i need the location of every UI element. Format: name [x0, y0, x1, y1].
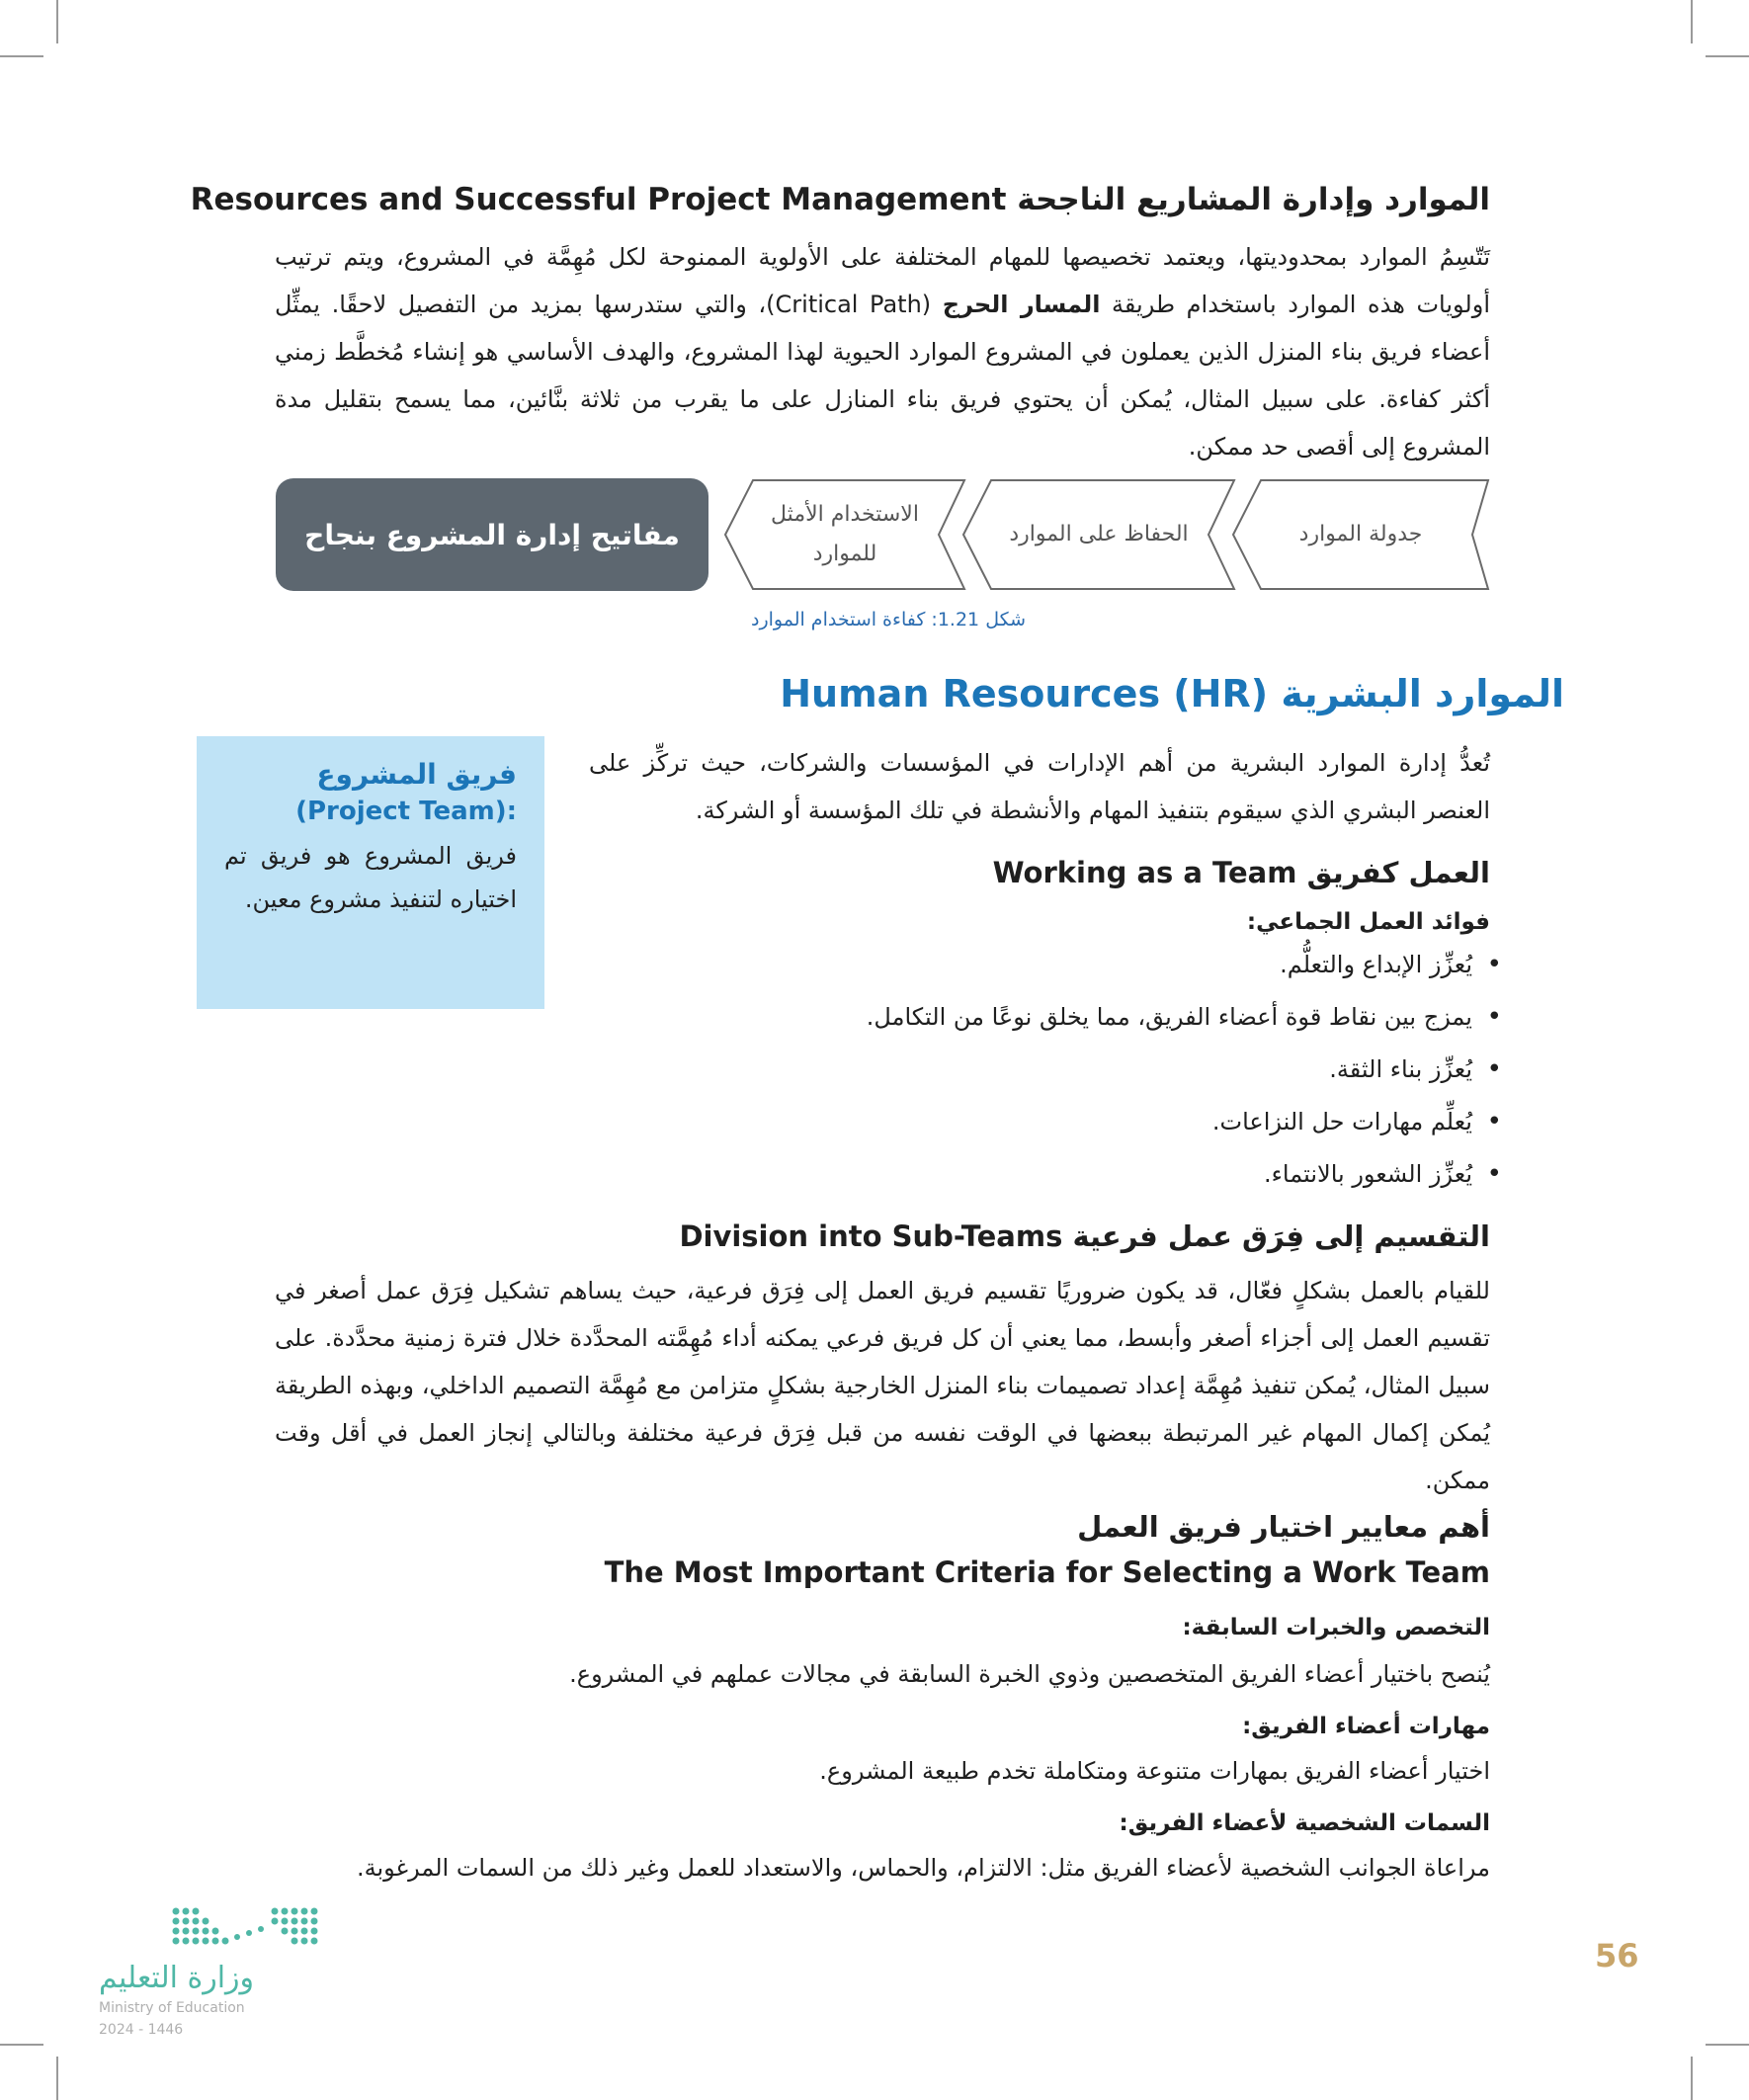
edition-year: 2024 - 1446	[99, 2022, 184, 2038]
crop-mark	[0, 2044, 43, 2046]
para-en-term: (Critical Path)	[766, 291, 932, 318]
list-item: • يُعزِّز بناء الثقة.	[867, 1044, 1502, 1096]
benefits-title: فوائد العمل الجماعي:	[1246, 909, 1490, 935]
heading-en: Division into Sub-Teams	[679, 1219, 1063, 1253]
list-item: • يُعلِّم مهارات حل النزاعات.	[867, 1096, 1502, 1148]
hr-heading	[780, 672, 1564, 715]
diagram-step-label: الاستخدام الأمثل للموارد	[771, 502, 919, 566]
list-item: • يُعزِّز الشعور بالانتماء.	[867, 1148, 1502, 1201]
diagram-step-label: جدولة الموارد	[1298, 522, 1423, 546]
ministry-name-en: Ministry of Education	[99, 2000, 245, 2016]
criteria-item-text: يُنصح باختيار أعضاء الفريق المتخصصين وذوي الخبرة السابقة في مجالات عملهم في المشروع.	[569, 1660, 1490, 1688]
heading-en: Resources and Successful Project Management	[190, 182, 1007, 217]
para-text: تَتّسِمُ الموارد بمحدوديتها، ويعتمد تخصيصها للمهام المختلفة على الأولوية الممنوحة لكل مُهِمَّة في المشروع، ويتم ترتيب أولويات هذه الموارد باستخدام طريقة	[275, 243, 1491, 318]
heading-ar: الموارد وإدارة المشاريع الناجحة	[1017, 182, 1490, 217]
section-heading-resources	[191, 182, 1490, 217]
sidebar-title-en	[224, 797, 517, 826]
page-number: 56	[1595, 1937, 1639, 1974]
crop-mark	[1691, 0, 1693, 43]
heading-en: Human Resources (HR)	[780, 672, 1269, 715]
ministry-logo-icon	[168, 1901, 326, 1953]
list-item: • يمزج بين نقاط قوة أعضاء الفريق، مما يخلق نوعًا من التكامل.	[867, 991, 1502, 1044]
crop-mark	[1706, 2044, 1749, 2046]
heading-ar: الموارد البشرية	[1281, 672, 1564, 715]
criteria-heading-ar: أهم معايير اختيار فريق العمل	[1077, 1510, 1490, 1544]
crop-mark	[56, 2057, 58, 2100]
diagram-goal-box: مفاتيح إدارة المشروع بنجاح	[276, 478, 708, 591]
heading-ar: العمل كفريق	[1306, 856, 1490, 889]
division-heading	[679, 1219, 1490, 1253]
resources-paragraph	[275, 233, 1490, 470]
heading-en: Working as a Team	[992, 856, 1297, 889]
sidebar-en-term: (Project Team):	[295, 797, 517, 826]
crop-mark	[1706, 55, 1749, 57]
para-bold-term: المسار الحرج	[942, 291, 1101, 318]
figure-caption: شكل 1.21: كفاءة استخدام الموارد	[750, 609, 1026, 630]
diagram-step-maintain	[961, 478, 1236, 591]
heading-en: The Most Important Criteria for Selecting a Work Team	[604, 1555, 1490, 1589]
criteria-heading-en	[605, 1555, 1490, 1589]
project-team-sidebar	[197, 736, 544, 1009]
ministry-name-ar: وزارة التعليم	[99, 1961, 255, 1995]
division-paragraph: للقيام بالعمل بشكلٍ فعّال، قد يكون ضروريًا تقسيم فريق العمل إلى فِرَق فرعية، حيث يساهم تشكيل فِرَق عمل أصغر في تقسيم العمل إلى أجزاء أصغر وأبسط، مما يعني أن كل فريق فرعي يمكنه أداء مُهِمَّته المحدَّدة خلال فترة زمنية محدَّدة. على سبيل المثال، يُمكن تنفيذ مُهِمَّة إعداد تصميمات بناء المنزل الخارجية بشكلٍ متزامن مع مُهِمَّة التصميم الداخلي، وبهذه الطريقة يُمكن إكمال المهام غير المرتبطة ببعضها في الوقت نفسه من قبل فِرَق فرعية مختلفة وبالتالي إنجاز العمل في أقل وقت ممكن.	[275, 1277, 1490, 1494]
criteria-item-title: السمات الشخصية لأعضاء الفريق:	[1119, 1810, 1490, 1836]
crop-mark	[56, 0, 58, 43]
benefits-list	[867, 939, 1502, 1201]
diagram-step-schedule	[1231, 478, 1490, 591]
sidebar-text: فريق المشروع هو فريق تم اختياره لتنفيذ مشروع معين.	[224, 842, 517, 913]
diagram-step-optimal	[723, 478, 966, 591]
criteria-item-title: مهارات أعضاء الفريق:	[1242, 1714, 1490, 1739]
para-text: ، والتي ستدرسها بمزيد من التفصيل لاحقًا. يمثِّل أعضاء فريق بناء المنزل الذين يعملون في المشروع الموارد الحيوية لهذا المشروع، والهدف الأساسي هو إنشاء مُخطَّط زمني أكثر كفاءة. على سبيل المثال، يُمكن أن يحتوي فريق بناء المنازل على ما يقرب من ثلاثة بنَّائين، مما يسمح بتقليل مدة المشروع إلى أقصى حد ممكن.	[275, 291, 1490, 461]
sidebar-title: فريق المشروع	[316, 758, 517, 791]
team-heading	[993, 856, 1490, 889]
criteria-item-text: مراعاة الجوانب الشخصية لأعضاء الفريق مثل: الالتزام، والحماس، والاستعداد للعمل وغير ذلك من السمات المرغوبة.	[356, 1854, 1490, 1882]
list-item: • يُعزِّز الإبداع والتعلُّم.	[867, 939, 1502, 991]
heading-ar: التقسيم إلى فِرَق عمل فرعية	[1072, 1219, 1490, 1253]
crop-mark	[0, 55, 43, 57]
diagram-step-label: الحفاظ على الموارد	[1009, 522, 1189, 546]
criteria-item-text: اختيار أعضاء الفريق بمهارات متنوعة ومتكاملة تخدم طبيعة المشروع.	[819, 1757, 1490, 1785]
criteria-item-title: التخصص والخبرات السابقة:	[1182, 1615, 1490, 1640]
crop-mark	[1691, 2057, 1693, 2100]
hr-paragraph: تُعدُّ إدارة الموارد البشرية من أهم الإدارات في المؤسسات والشركات، حيث تركِّز على العنصر البشري الذي سيقوم بتنفيذ المهام والأنشطة في تلك المؤسسة أو الشركة.	[589, 749, 1490, 824]
